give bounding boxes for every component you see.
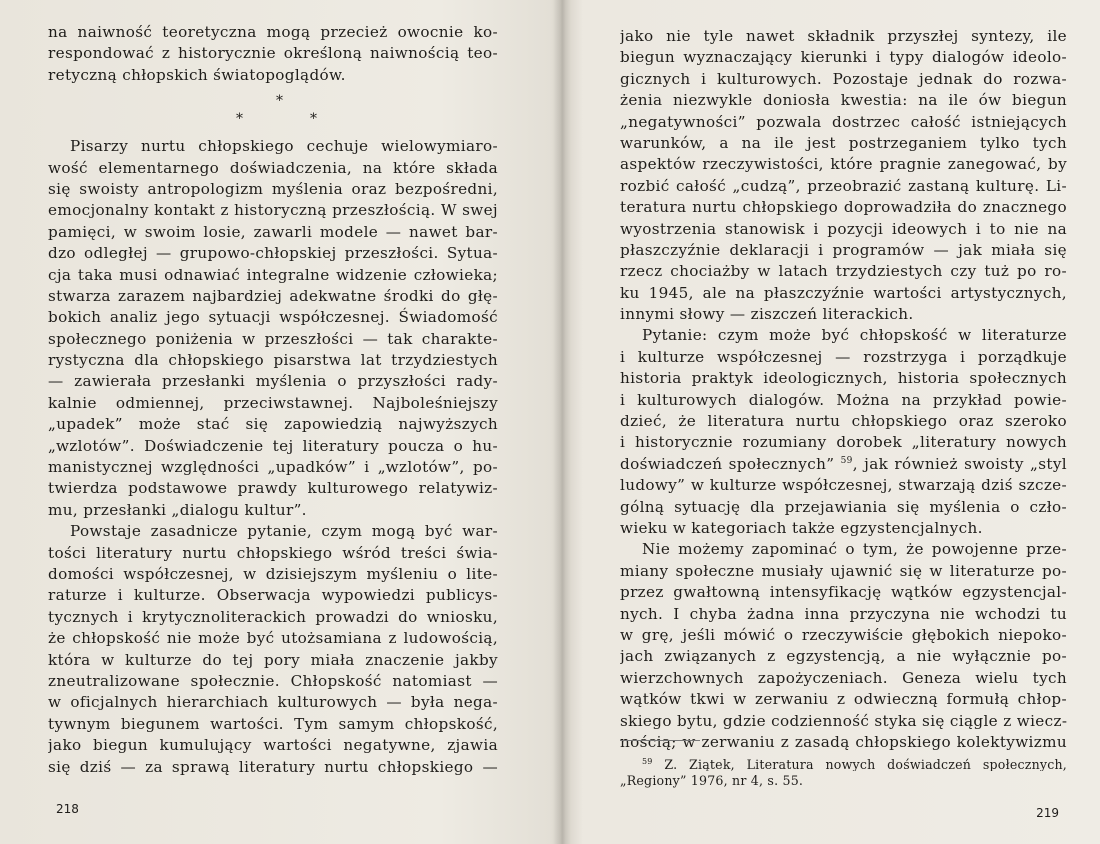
footnote-rule <box>620 740 700 741</box>
text-line: gicznych i kulturowych. Pozostaje jednak do rozwa- <box>620 69 1067 88</box>
text-line: rozbić całość „cudzą”, przeobrazić zastaną kulturę. Li- <box>620 176 1067 195</box>
text-line: skiego bytu, gdzie codzienność styka się ciągle z wiecz- <box>620 711 1067 730</box>
text-line: twierdza podstawowe prawdy kulturowego relatywiz- <box>48 479 498 498</box>
asterisk: * <box>310 111 318 128</box>
text-line: warunków, a na ile jest postrzeganiem tylko tych <box>620 133 1067 152</box>
text-line: biegun wyznaczający kierunki i typy dialogów ideolo- <box>620 48 1067 67</box>
asterisk: * <box>236 111 244 128</box>
book-gutter <box>553 0 571 844</box>
text-line: zneutralizowane społecznie. Chłopskość natomiast — <box>48 671 498 690</box>
text-line: ludowy” w kulturze współczesnej, stwarzają dziś szcze- <box>620 476 1067 495</box>
text-fragment: doświadczeń społecznych” <box>620 454 835 473</box>
footnote <box>620 752 1067 790</box>
text-fragment: jak również swoisty „styl <box>864 454 1067 473</box>
text-line: bokich analiz jego sytuacji współczesnej. Świadomość <box>48 308 498 327</box>
text-line: retyczną chłopskich światopoglądów. <box>48 65 346 84</box>
text-line: żenia niezwykle doniosła kwestia: na ile ów biegun <box>620 91 1067 110</box>
text-line: wierzchownych zapożyczeniach. Geneza wielu tych <box>620 668 1067 687</box>
text-line: historia praktyk ideologicznych, historia społecznych <box>620 369 1067 388</box>
text-line: wyostrzenia stanowisk i pozycji ideowych i to nie na <box>620 219 1067 238</box>
text-line: i historycznie rozumiany dorobek „literatury nowych <box>620 433 1067 452</box>
text-line: manistycznej względności „upadków” i „wzlotów”, po- <box>48 458 498 477</box>
text-line: dzieć, że literatura nurtu chłopskiego oraz szeroko <box>620 412 1067 431</box>
text-line: aspektów rzeczywistości, które pragnie zanegować, by <box>620 155 1067 174</box>
left-page-body <box>48 22 498 778</box>
footnote-line: „Regiony” 1976, nr 4, s. 55. <box>620 773 804 788</box>
text-line: społecznego poniżenia w przeszłości — tak charakte- <box>48 329 498 348</box>
text-line: miany społeczne musiały ujawnić się w literaturze po- <box>620 561 1067 580</box>
text-line-with-footnote-ref: doświadczeń społecznych” $^{59}$, jak również swoisty „styl <box>620 454 1067 473</box>
page-number-left: 218 <box>56 802 79 816</box>
footnote-text: Z. Ziątek, Literatura nowych doświadczeń społecznych, <box>664 757 1067 771</box>
text-line: „upadek” może stać się zapowiedzią najwyższych <box>48 415 498 434</box>
text-line: respondować z historycznie określoną naiwnością teo- <box>48 44 498 63</box>
footnote-line <box>620 752 1067 771</box>
right-page <box>620 0 1067 844</box>
text-line: wątków tkwi w zerwaniu z odwieczną formułą chłop- <box>620 690 1067 709</box>
text-line: że chłopskość nie może być utożsamiana z ludowością, <box>48 629 498 648</box>
text-line: tywnym biegunem wartości. Tym samym chłopskość, <box>48 714 498 733</box>
text-line: mu, przesłanki „dialogu kultur”. <box>48 500 307 519</box>
text-line: „negatywności” pozwala dostrzec całość istniejących <box>620 112 1067 131</box>
text-line: wieku w kategoriach także egzystencjalnych. <box>620 518 983 537</box>
text-line: tycznych i krytycznoliterackich prowadzi do wniosku, <box>48 607 498 626</box>
text-line: domości współczesnej, w dzisiejszym myśleniu o lite- <box>48 564 498 583</box>
text-line: się swoisty antropologizm myślenia oraz bezpośredni, <box>48 179 498 198</box>
text-line: i kulturze współczesnej — rozstrzyga i porządkuje <box>620 347 1067 366</box>
text-line: ku 1945, ale na płaszczyźnie wartości artystycznych, <box>620 283 1067 302</box>
right-page-body <box>620 26 1067 753</box>
text-line: emocjonalny kontakt z historyczną przeszłością. W swej <box>48 201 498 220</box>
text-line: się dziś — za sprawą literatury nurtu chłopskiego — <box>48 757 498 776</box>
text-line: pamięci, w swoim losie, zawarli modele — nawet bar- <box>48 222 498 241</box>
text-line: przez gwałtowną intensyfikację wątków egzystencjal- <box>620 583 1067 602</box>
page-number-right: 219 <box>1036 806 1059 820</box>
text-line: wość elementarnego doświadczenia, na które składa <box>48 158 498 177</box>
text-line: jako biegun kumulujący wartości negatywne, zjawia <box>48 736 498 755</box>
text-line: jach związanych z egzystencją, a nie wyłącznie po- <box>620 647 1067 666</box>
asterisk: * <box>276 93 284 110</box>
text-line: Powstaje zasadnicze pytanie, czym mogą być war- <box>70 522 498 541</box>
text-line: teratura nurtu chłopskiego doprowadziła do znacznego <box>620 198 1067 217</box>
text-line: kalnie odmiennej, przeciwstawnej. Najboleśniejszy <box>48 393 498 412</box>
text-line: nych. I chyba żadna inna przyczyna nie wchodzi tu <box>620 604 1067 623</box>
text-line: innymi słowy — ziszczeń literackich. <box>620 305 914 324</box>
left-page <box>48 0 498 844</box>
text-line: i kulturowych dialogów. Można na przykład powie- <box>620 390 1067 409</box>
text-line: w oficjalnych hierarchiach kulturowych — była nega- <box>48 693 498 712</box>
text-line: raturze i kulturze. Obserwacja wypowiedzi publicys- <box>48 586 498 605</box>
text-line: gólną sytuację dla przejawiania się myślenia o czło- <box>620 497 1067 516</box>
text-line: tości literatury nurtu chłopskiego wśród treści świa- <box>48 543 498 562</box>
text-line: „wzlotów”. Doświadczenie tej literatury poucza o hu- <box>48 436 498 455</box>
text-line: — zawierała przesłanki myślenia o przyszłości rady- <box>48 372 498 391</box>
text-line: Pisarzy nurtu chłopskiego cechuje wielowymiaro- <box>70 137 498 156</box>
text-line: dzo odległej — grupowo-chłopskiej przeszłości. Sytua- <box>48 244 498 263</box>
text-line: płaszczyźnie deklaracji i programów — jak miała się <box>620 240 1067 259</box>
footnote-reference[interactable]: 59 <box>840 455 853 466</box>
text-line: która w kulturze do tej pory miała znaczenie jakby <box>48 650 498 669</box>
text-line: rzecz chociażby w latach trzydziestych czy tuż po ro- <box>620 262 1067 281</box>
text-line: cja taka musi odnawiać integralne widzenie człowieka; <box>48 265 498 284</box>
text-line: na naiwność teoretyczna mogą przecież owocnie ko- <box>48 23 498 41</box>
text-line: Pytanie: czym może być chłopskość w literaturze <box>642 326 1067 345</box>
text-line: stwarza zarazem najbardziej adekwatne środki do głę- <box>48 286 498 305</box>
text-line: w grę, jeśli mówić o rzeczywiście głębokich niepoko- <box>620 625 1067 644</box>
text-line: jako nie tyle nawet składnik przyszłej syntezy, ile <box>620 27 1067 45</box>
text-line: Nie możemy zapominać o tym, że powojenne prze- <box>642 540 1067 559</box>
text-line: nością; w zerwaniu z zasadą chłopskiego kolektywizmu <box>620 732 1067 751</box>
text-line: rystyczna dla chłopskiego pisarstwa lat trzydziestych <box>48 351 498 370</box>
footnote-number: 59 <box>642 757 653 766</box>
section-separator <box>48 86 498 136</box>
